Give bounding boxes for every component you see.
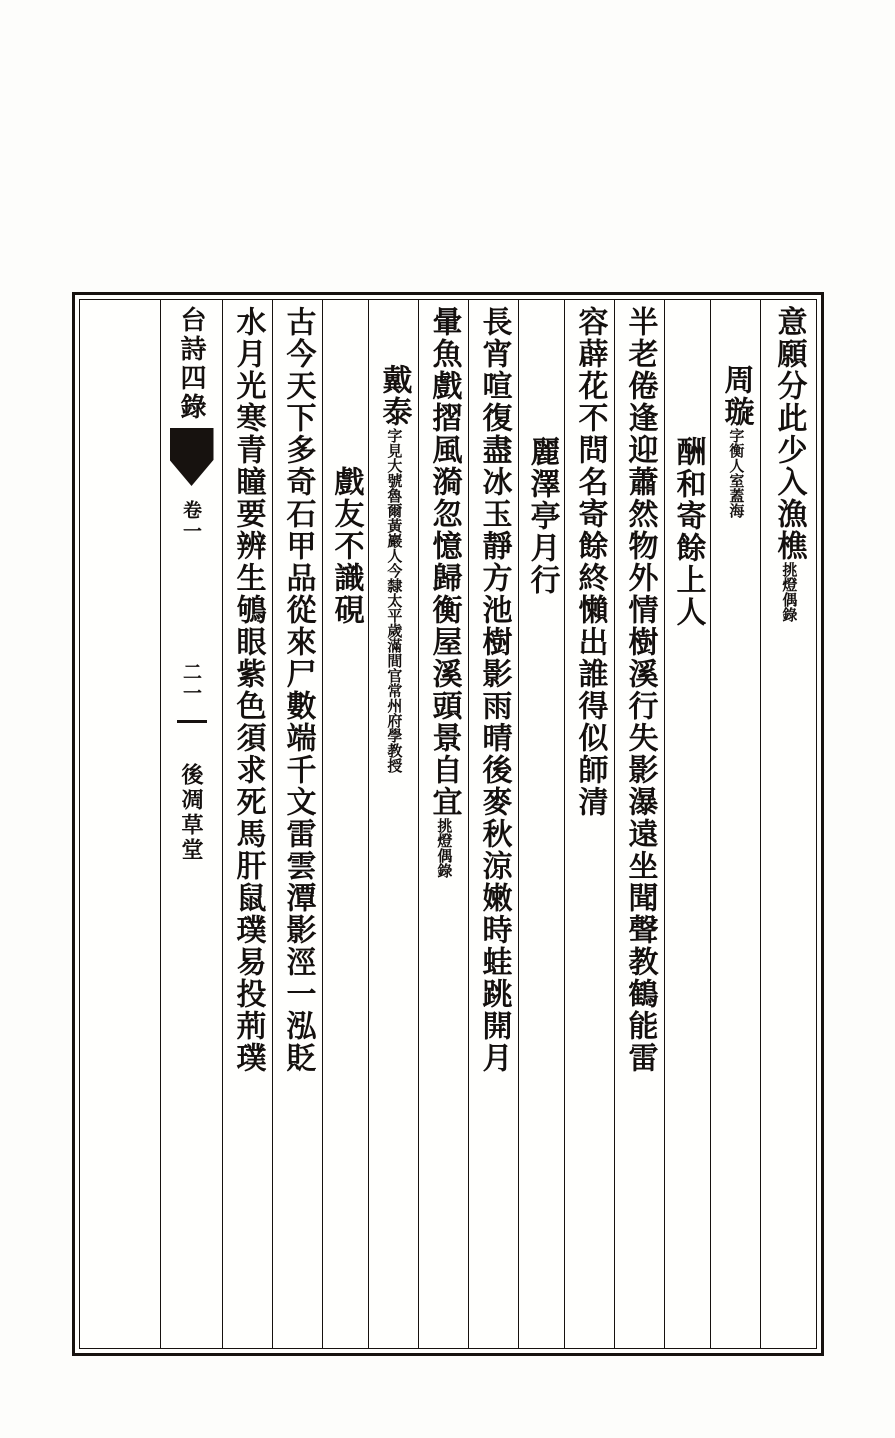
center-fold-banner (160, 300, 222, 1348)
banner-volume: 卷一 (180, 500, 202, 542)
fishtail-mark-icon (170, 428, 214, 486)
text-column-9 (368, 300, 418, 1348)
column-10-main: 戲友不識硯 (328, 466, 364, 626)
text-column-8 (418, 300, 468, 1348)
banner-page-number: 二一 (180, 662, 202, 704)
text-column-10 (322, 300, 368, 1348)
text-column-3 (664, 300, 710, 1348)
column-1-main: 意願分此少入漁樵 (771, 306, 807, 562)
column-9-annotation: 字見大號魯爾黃巖人今隸太平歲滿間官常州府學教授 (385, 428, 404, 773)
text-block-frame (72, 292, 824, 1356)
column-2-main: 周璇 (718, 364, 754, 428)
text-column-6 (518, 300, 564, 1348)
text-column-4 (614, 300, 664, 1348)
column-7-main: 長宵喧復盡冰玉靜方池樹影雨晴後麥秋涼嫩時蛙跳開月 (476, 306, 512, 1074)
column-1-annotation: 挑燈偶錄 (780, 562, 799, 622)
column-container (80, 300, 816, 1348)
column-5-main: 容薜花不問名寄餘終懶出誰得似師清 (572, 306, 608, 818)
text-column-7 (468, 300, 518, 1348)
column-6-main: 麗澤亭月行 (524, 436, 560, 596)
text-column-5 (564, 300, 614, 1348)
column-11-main: 古今天下多奇石甲品從來尸數端千文雷雲潭影涇一泓貶 (280, 306, 316, 1074)
column-8-annotation: 挑燈偶錄 (435, 818, 454, 878)
text-column-1 (760, 300, 816, 1348)
column-9-main: 戴泰 (376, 364, 412, 428)
column-8-main: 暈魚戲摺風漪忽憶歸衡屋溪頭景自宜 (426, 306, 462, 818)
banner-divider (177, 720, 207, 723)
banner-imprint: 後凋草堂 (178, 763, 204, 863)
column-3-main: 酬和寄餘上人 (670, 436, 706, 628)
column-4-main: 半老倦逢迎蕭然物外情樹溪行失影瀑遠坐聞聲教鶴能雷 (622, 306, 658, 1074)
text-block-inner (79, 299, 817, 1349)
column-12-main: 水月光寒青瞳要辨生鴝眼紫色須求死馬肝鼠璞易投荊璞 (230, 306, 266, 1074)
column-2-annotation: 字衡人室蓋海 (727, 428, 746, 518)
text-column-2 (710, 300, 760, 1348)
banner-title: 台詩四錄 (176, 306, 206, 422)
text-column-12 (222, 300, 272, 1348)
text-column-11 (272, 300, 322, 1348)
